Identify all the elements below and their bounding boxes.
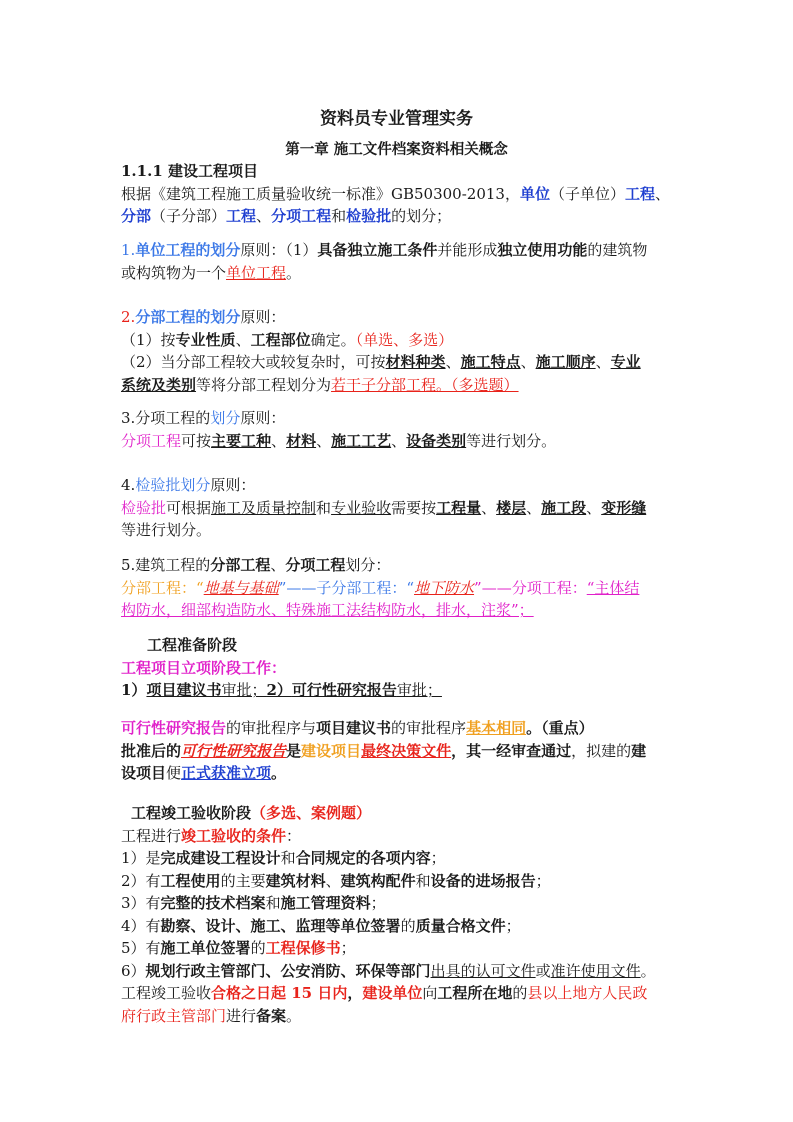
sub-project-division bbox=[121, 306, 681, 396]
paragraph-line: 等进行划分。 bbox=[121, 521, 212, 539]
feasibility-paragraph bbox=[121, 717, 681, 785]
list-item: 1）是完成建设工程设计和合同规定的各项内容； bbox=[121, 849, 446, 867]
paragraph-line: 构防水，细部构造防水、特殊施工法结构防水，排水，注浆”； bbox=[121, 601, 534, 619]
paragraph-line: 府行政主管部门进行备案。 bbox=[121, 1006, 302, 1025]
document-title: 资料员专业管理实务 bbox=[320, 109, 473, 129]
paragraph-line: （1）按专业性质、工程部位确定。（单选、多选） bbox=[121, 330, 454, 349]
section-heading: 工程准备阶段 bbox=[147, 636, 238, 654]
paragraph-line: 设项目便正式获准立项。 bbox=[121, 764, 287, 782]
completion-stage bbox=[121, 802, 681, 1027]
paragraph-line: 1.单位工程的划分原则：（1）具备独立施工条件并能形成独立使用功能的建筑物 bbox=[121, 241, 648, 259]
list-item: 2）有工程使用的主要建筑材料、建筑构配件和设备的进场报告； bbox=[121, 871, 551, 890]
list-item: 4）有勘察、设计、施工、监理等单位签署的质量合格文件； bbox=[121, 916, 521, 935]
sub-heading: 工程项目立项阶段工作： bbox=[121, 658, 287, 677]
section-heading: 工程竣工验收阶段（多选、案例题） bbox=[131, 804, 372, 822]
unit-project-division bbox=[121, 239, 681, 284]
section-1-1-1 bbox=[121, 160, 681, 228]
chapter-heading: 第一章 施工文件档案资料相关概念 bbox=[285, 141, 508, 158]
paragraph-line: 分部（子分部）工程、分项工程和检验批的划分； bbox=[121, 207, 452, 225]
paragraph-line: 可行性研究报告的审批程序与项目建议书的审批程序基本相同。（重点） bbox=[121, 719, 594, 737]
paragraph-line: 或构筑物为一个单位工程。 bbox=[121, 263, 302, 282]
inspection-lot-division bbox=[121, 474, 681, 542]
building-division bbox=[121, 554, 681, 622]
paragraph-line: （2）当分部工程较大或较复杂时，可按材料种类、施工特点、施工顺序、专业 bbox=[121, 353, 641, 371]
paragraph-line: 工程竣工验收合格之日起 15 日内，建设单位向工程所在地的县以上地方人民政 bbox=[121, 984, 648, 1002]
paragraph-line: 4.检验批划分原则： bbox=[121, 476, 256, 494]
paragraph-line: 批准后的可行性研究报告是建设项目最终决策文件，其一经审查通过，拟建的建 bbox=[121, 741, 647, 760]
paragraph-line: 根据《建筑工程施工质量验收统一标准》GB50300-2013，单位（子单位）工程、 bbox=[121, 184, 671, 203]
paragraph-line: 系统及类别等将分部工程划分为若干子分部工程。（多选题） bbox=[121, 375, 519, 394]
list-item: 3）有完整的技术档案和施工管理资料； bbox=[121, 894, 386, 912]
section-heading: 1.1.1 建设工程项目 bbox=[121, 162, 258, 180]
item-project-division bbox=[121, 407, 681, 452]
paragraph-line: 工程进行竣工验收的条件： bbox=[121, 826, 302, 845]
list-item: 5）有施工单位签署的工程保修书； bbox=[121, 939, 356, 957]
preparation-stage bbox=[121, 634, 681, 702]
paragraph-line: 检验批可根据施工及质量控制和专业验收需要按工程量、楼层、施工段、变形缝 bbox=[121, 498, 647, 517]
paragraph-line: 3.分项工程的划分原则： bbox=[121, 409, 286, 427]
paragraph-line: 5.建筑工程的分部工程、分项工程划分： bbox=[121, 556, 391, 574]
paragraph-line: 分项工程可按主要工种、材料、施工工艺、设备类别等进行划分。 bbox=[121, 431, 557, 450]
list-item: 6）规划行政主管部门、公安消防、环保等部门出具的认可文件或准许使用文件。 bbox=[121, 961, 656, 980]
paragraph-line: 2.分部工程的划分原则： bbox=[121, 308, 286, 326]
paragraph-line: 分部工程：“地基与基础”——子分部工程：“地下防水”——分项工程：“主体结 bbox=[121, 578, 640, 597]
paragraph-line: 1）项目建议书审批；2）可行性研究报告审批； bbox=[121, 681, 442, 699]
